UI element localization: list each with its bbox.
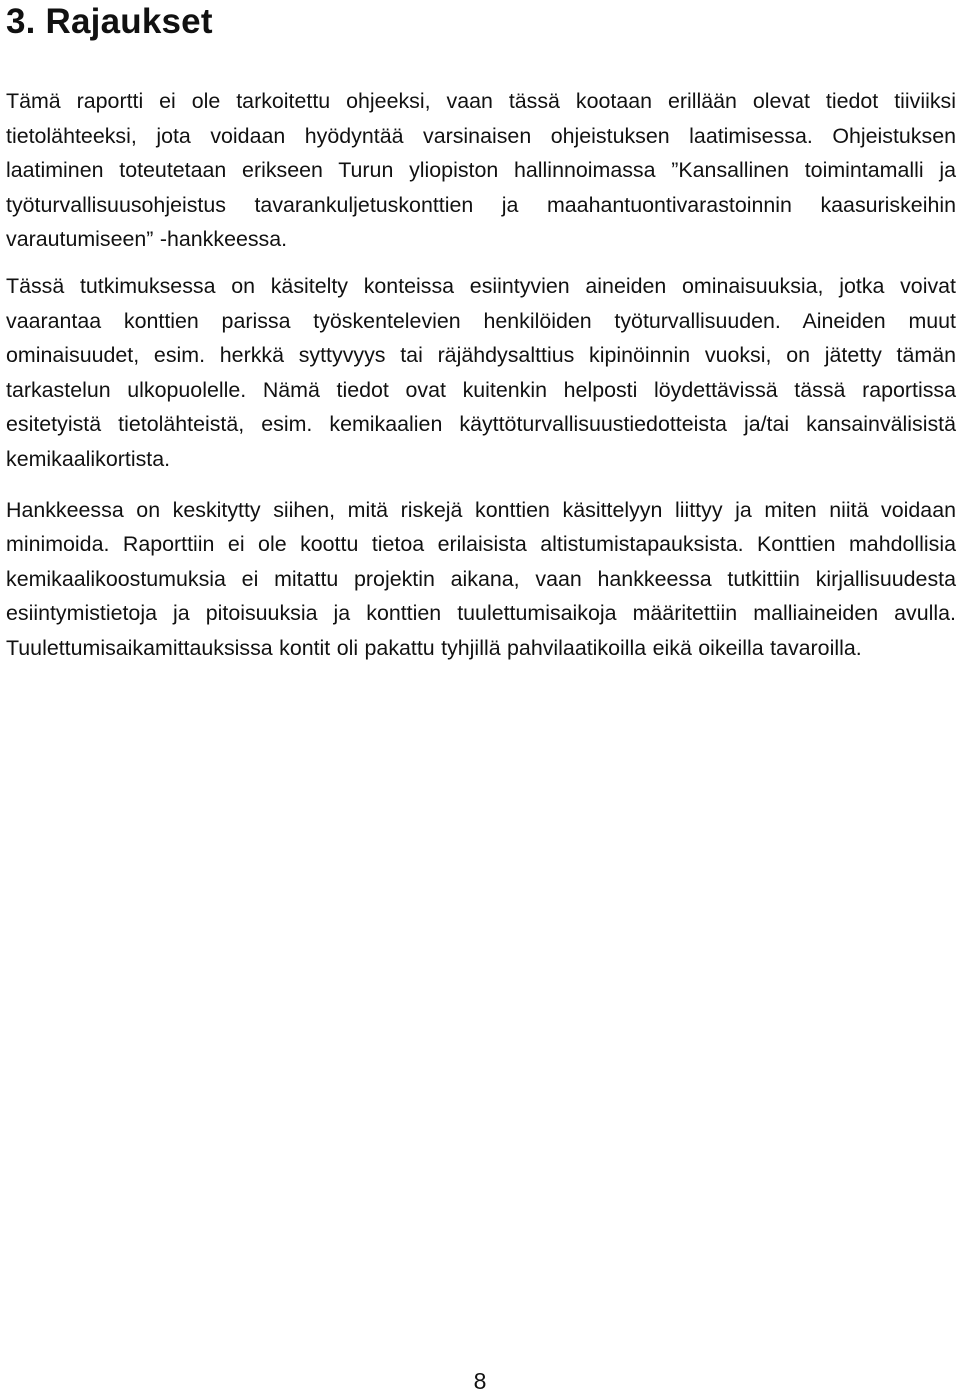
paragraph-substances: Tässä tutkimuksessa on käsitelty konteissa esiintyvien aineiden ominaisuuksia, jotka voivat vaarantaa konttien parissa työskentelevien henkilöiden työturvallisuuden. Aineiden muut ominaisuudet, esim. herkkä syttyvyys tai räjähdysalttius kipinöinnin vuoksi, on jätetty tämän tarkastelun ulkopuolelle. Nämä tiedot ovat kuitenkin helposti löydettävissä tässä raportissa esitetyistä tietolähteistä, esim. kemikaalien käyttöturvallisuustiedotteista ja/tai kansainvälisistä kemikaalikortista. bbox=[6, 273, 956, 471]
section-heading: 3. Rajaukset bbox=[6, 2, 213, 41]
paragraph-scope-intro: Tämä raportti ei ole tarkoitettu ohjeeksi, vaan tässä kootaan erillään olevat tiedot tiiviiksi tietolähteeksi, jota voidaan hyödyntää varsinaisen ohjeistuksen laatimisessa. Ohjeistuksen laatiminen toteutetaan erikseen Turun yliopiston hallinnoimassa ”Kansallinen toimintamalli ja työturvallisuusohjeistus tavarankuljetuskonttien ja maahantuontivarastoinnin kaasuriskeihin varautumiseen” -hankkeessa. bbox=[6, 89, 956, 252]
paragraph-project-focus: Hankkeessa on keskitytty siihen, mitä riskejä konttien käsittelyyn liittyy ja miten niitä voidaan minimoida. Raporttiin ei ole koottu tietoa erilaisista altistumistapauksista. Konttien mahdollisia kemikaalikoostumuksia ei mitattu projektin aikana, vaan hankkeessa tutkittiin kirjallisuudesta esiintymistietoja ja pitoisuuksia ja konttien tuulettumisaikoja määritettiin malliaineiden avulla. Tuulettumisaikamittauksissa kontit oli pakattu tyhjillä pahvilaatikoilla eikä oikeilla tavaroilla. bbox=[6, 497, 956, 660]
page-number: 8 bbox=[473, 1368, 487, 1394]
document-page bbox=[6, 0, 956, 666]
